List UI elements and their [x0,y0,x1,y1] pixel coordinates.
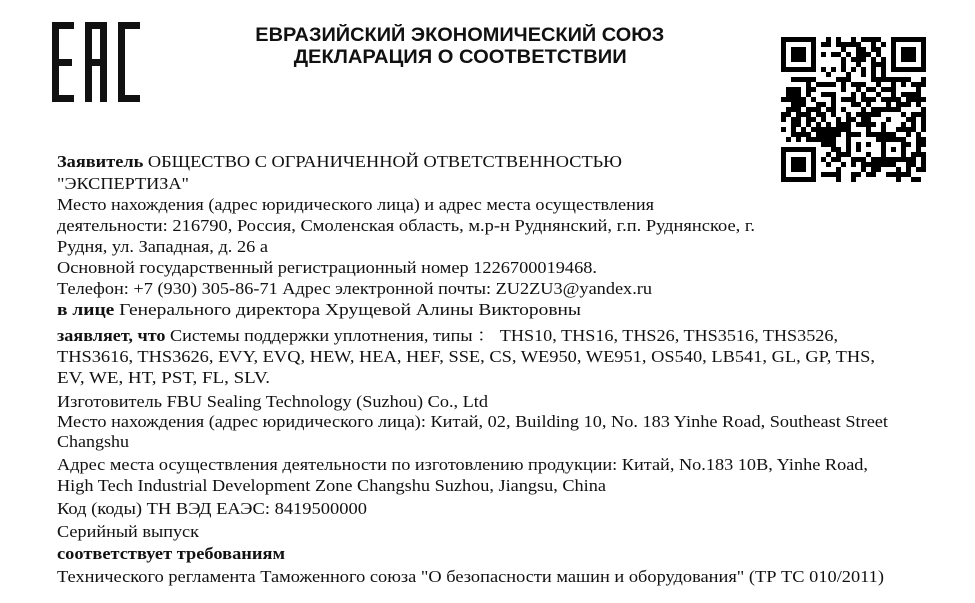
declaration-line-text: деятельности: 216790, Россия, Смоленская область, м.р-н Руднянский, г.п. Руднянское, г. [57,216,755,235]
eac-letter-c-icon [118,22,140,102]
declaration-line-text: Генерального директора Хрущевой Алины Викторовны [114,300,581,319]
declaration-line-label: Заявитель [57,152,144,171]
eac-logo [52,22,144,112]
declaration-line [57,432,129,452]
declaration-line-label: в лице [57,300,115,319]
eac-letter-e-icon [52,22,74,102]
declaration-line-text: THS3616, THS3626, EVY, EVQ, HEW, HEA, HEF, SSE, CS, WE950, WE951, OS540, LB541, GL, GP, THS, [57,347,875,366]
declaration-line [57,522,199,542]
declaration-line [57,300,581,320]
header-declaration-title: ДЕКЛАРАЦИЯ О СООТВЕТСТВИИ [293,47,627,68]
declaration-line [57,567,884,587]
declaration-line [57,326,838,346]
declaration-line [57,152,622,172]
declaration-line-text: ОБЩЕСТВО С ОГРАНИЧЕННОЙ ОТВЕТСТВЕННОСТЬЮ [143,152,622,171]
declaration-line-text: Системы поддержки уплотнения, типы ： THS10, THS16, THS26, THS3516, THS3526, [165,326,838,345]
qr-code [781,37,926,182]
header-union-title: ЕВРАЗИЙСКИЙ ЭКОНОМИЧЕСКИЙ СОЮЗ [255,25,665,46]
declaration-line-text: Место нахождения (адрес юридического лица): Китай, 02, Building 10, No. 183 Yinhe Road, Southeast Street [57,412,888,431]
declaration-line-text: Изготовитель FBU Sealing Technology (Suzhou) Co., Ltd [57,392,489,411]
declaration-line-text: Телефон: +7 (930) 305-86-71 Адрес электронной почты: ZU2ZU3@yandex.ru [57,279,652,298]
declaration-line-text: Changshu [57,432,129,451]
declaration-line-text: Основной государственный регистрационный номер 1226700019468. [57,258,597,277]
declaration-line-text: High Tech Industrial Development Zone Changshu Suzhou, Jiangsu, China [57,476,606,495]
declaration-line [57,392,488,412]
declaration-line-label: соответствует требованиям [57,544,285,563]
declaration-line-text: "ЭКСПЕРТИЗА" [57,174,189,193]
declaration-line [57,347,875,367]
declaration-line-text: Рудня, ул. Западная, д. 26 а [57,237,268,256]
declaration-line-text: Место нахождения (адрес юридического лица) и адрес места осуществления [57,195,654,214]
declaration-line-text: EV, WE, HT, PST, FL, SLV. [57,368,270,387]
qr-code-icon [781,37,926,182]
declaration-line [57,499,367,519]
declaration-line [57,412,888,432]
declaration-line-text: Код (коды) ТН ВЭД ЕАЭС: 8419500000 [57,499,367,518]
declaration-line-text: Адрес места осуществления деятельности по изготовлению продукции: Китай, No.183 10B, Yinhe Road, [57,455,868,474]
declaration-line [57,195,654,215]
declaration-line [57,279,652,299]
declaration-line [57,258,597,278]
declaration-line [57,237,268,257]
eac-letter-a-icon [85,22,107,102]
declaration-line [57,216,755,236]
declaration-line [57,368,270,388]
declaration-line-label: заявляет, что [57,326,166,345]
declaration-line [57,544,285,564]
declaration-line [57,476,606,496]
declaration-line [57,455,868,475]
declaration-line-text: Технического регламента Таможенного союза "О безопасности машин и оборудования" (ТР ТС 010/2011) [57,567,884,586]
declaration-line [57,174,189,194]
declaration-line-text: Серийный выпуск [57,522,199,541]
